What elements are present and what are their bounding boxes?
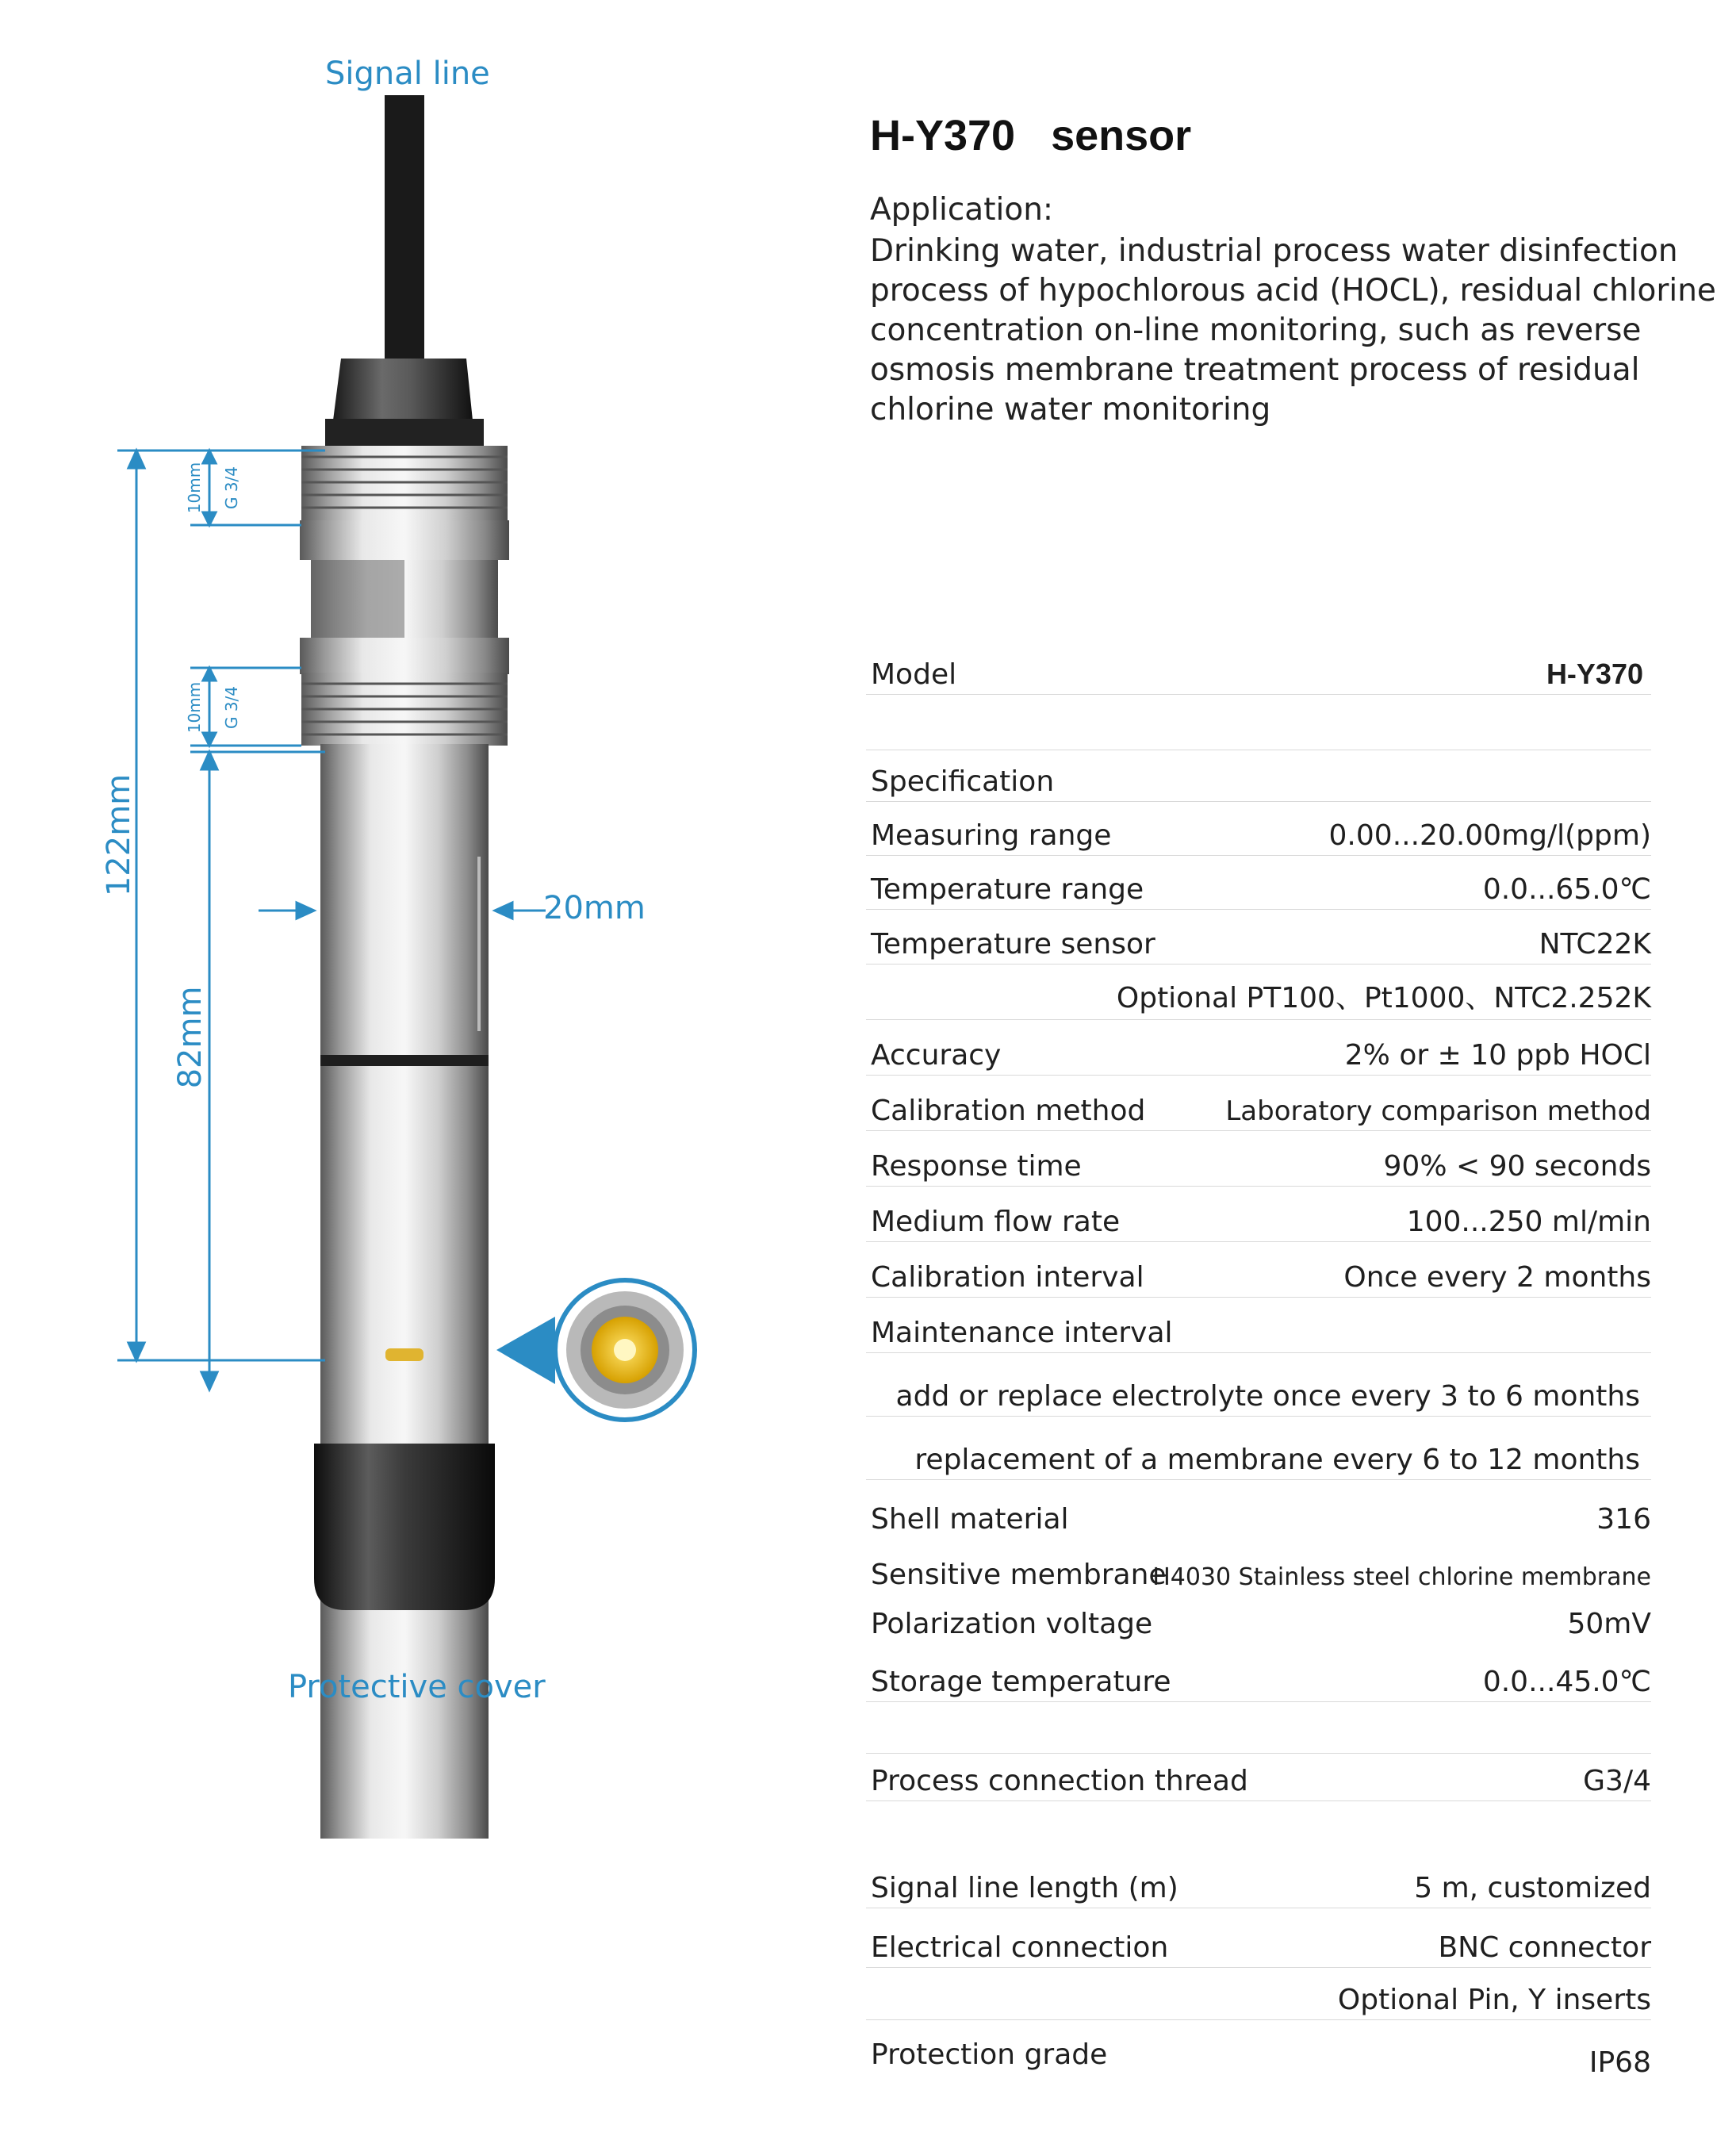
spec-value: BNC connector (1438, 1931, 1651, 1964)
spec-row (866, 1491, 1651, 1539)
lower-thread-length-label: 10mm (185, 681, 204, 734)
spec-row (866, 1860, 1651, 1908)
diameter-dimension-label: 20mm (543, 890, 646, 926)
spec-label: Sensitive membrane (871, 1559, 1167, 1591)
cable-gland (333, 359, 473, 420)
spec-row (866, 807, 1651, 856)
spec-row (866, 1305, 1651, 1353)
spec-value: replacement of a membrane every 6 to 12 months (914, 1444, 1640, 1476)
spec-label: Electrical connection (871, 1931, 1169, 1964)
lower-length-label: 82mm (172, 986, 209, 1089)
spec-row (866, 754, 1651, 802)
signal-line-label: Signal line (325, 56, 490, 92)
spec-value: NTC22K (1539, 928, 1651, 961)
spec-label: Calibration method (871, 1095, 1146, 1127)
spec-label: Temperature range (871, 873, 1144, 906)
spec-value: G3/4 (1583, 1765, 1651, 1797)
spec-label: Shell material (871, 1503, 1069, 1536)
spec-value: H4030 Stainless steel chlorine membrane (1152, 1563, 1651, 1591)
spec-row (866, 1654, 1651, 1702)
application-text: Drinking water, industrial process water disinfection process of hypochlorous acid (HOCL), residual chlorine concentration on-line monitoring, such as reverse osmosis membrane treatment process of residual chlorine water monitoring (870, 233, 1716, 428)
spec-value: Optional PT100、Pt1000、NTC2.252K (1116, 982, 1651, 1014)
spec-label: Process connection thread (871, 1765, 1248, 1797)
spec-label: Protection grade (871, 2038, 1108, 2071)
spec-value: 316 (1596, 1503, 1651, 1536)
spec-value: 100...250 ml/min (1406, 1206, 1651, 1238)
spec-label: Measuring range (871, 819, 1112, 852)
upper-thread-length-label: 10mm (185, 462, 204, 514)
protective-cover-shape (314, 1444, 495, 1610)
lower-thread-size-label: G 3/4 (222, 685, 241, 730)
signal-cable (385, 95, 424, 365)
spec-value: 5 m, customized (1414, 1872, 1651, 1904)
spec-label: Specification (871, 765, 1055, 798)
spec-label: Temperature sensor (871, 928, 1155, 961)
spec-row (866, 1547, 1651, 1594)
spec-value: 0.0...45.0℃ (1482, 1666, 1651, 1698)
spec-label: Model (871, 658, 957, 691)
spec-row (866, 1083, 1651, 1131)
upper-thread-size-label: G 3/4 (222, 466, 241, 510)
spec-value: Optional Pin, Y inserts (1337, 1984, 1651, 2016)
spec-row (866, 916, 1651, 964)
sensor-illustration (0, 0, 825, 2136)
spec-value: 0.0...65.0℃ (1482, 873, 1651, 906)
spec-label: Medium flow rate (871, 1206, 1121, 1238)
spec-row (866, 1194, 1651, 1242)
spec-value: IP68 (1588, 2046, 1651, 2079)
spec-label: Calibration interval (871, 1261, 1144, 1294)
spec-row (866, 861, 1651, 910)
spec-value: Once every 2 months (1343, 1261, 1651, 1294)
spec-value: H-Y370 (1546, 658, 1643, 690)
spec-row (866, 1138, 1651, 1187)
spec-row (866, 1919, 1651, 1968)
spec-row (866, 1428, 1651, 1480)
spec-label: Accuracy (871, 1039, 1002, 1072)
spec-label: Storage temperature (871, 1666, 1171, 1698)
spec-row (866, 1249, 1651, 1298)
spec-value: 90% < 90 seconds (1383, 1150, 1651, 1183)
spec-table (866, 0, 1659, 2136)
spec-label: Maintenance interval (871, 1317, 1173, 1349)
spec-row-blank (866, 1705, 1651, 1754)
spec-row (866, 1364, 1651, 1417)
spec-value: Laboratory comparison method (1225, 1095, 1651, 1127)
spec-row (866, 1972, 1651, 2020)
spec-row-model (866, 646, 1651, 695)
spec-row (866, 1027, 1651, 1076)
protective-cover-label: Protective cover (288, 1669, 546, 1705)
spec-row-blank (866, 702, 1651, 750)
total-length-label: 122mm (101, 773, 137, 897)
spec-value: add or replace electrolyte once every 3 to 6 months (895, 1380, 1640, 1413)
spec-value: 50mV (1567, 1608, 1651, 1640)
application-heading: Application: (870, 192, 1054, 228)
spec-label: Signal line length (m) (871, 1872, 1178, 1904)
page-title: H-Y370 sensor (870, 112, 1192, 159)
sensor-drawing (0, 0, 825, 2136)
spec-label: Polarization voltage (871, 1608, 1153, 1640)
spec-label: Response time (871, 1150, 1082, 1183)
spec-row (866, 2027, 1651, 2079)
spec-row (866, 972, 1651, 1020)
spec-row (866, 1596, 1651, 1643)
spec-value: 0.00...20.00mg/l(ppm) (1328, 819, 1651, 852)
spec-value: 2% or ± 10 ppb HOCl (1344, 1039, 1651, 1072)
spec-row (866, 1753, 1651, 1801)
